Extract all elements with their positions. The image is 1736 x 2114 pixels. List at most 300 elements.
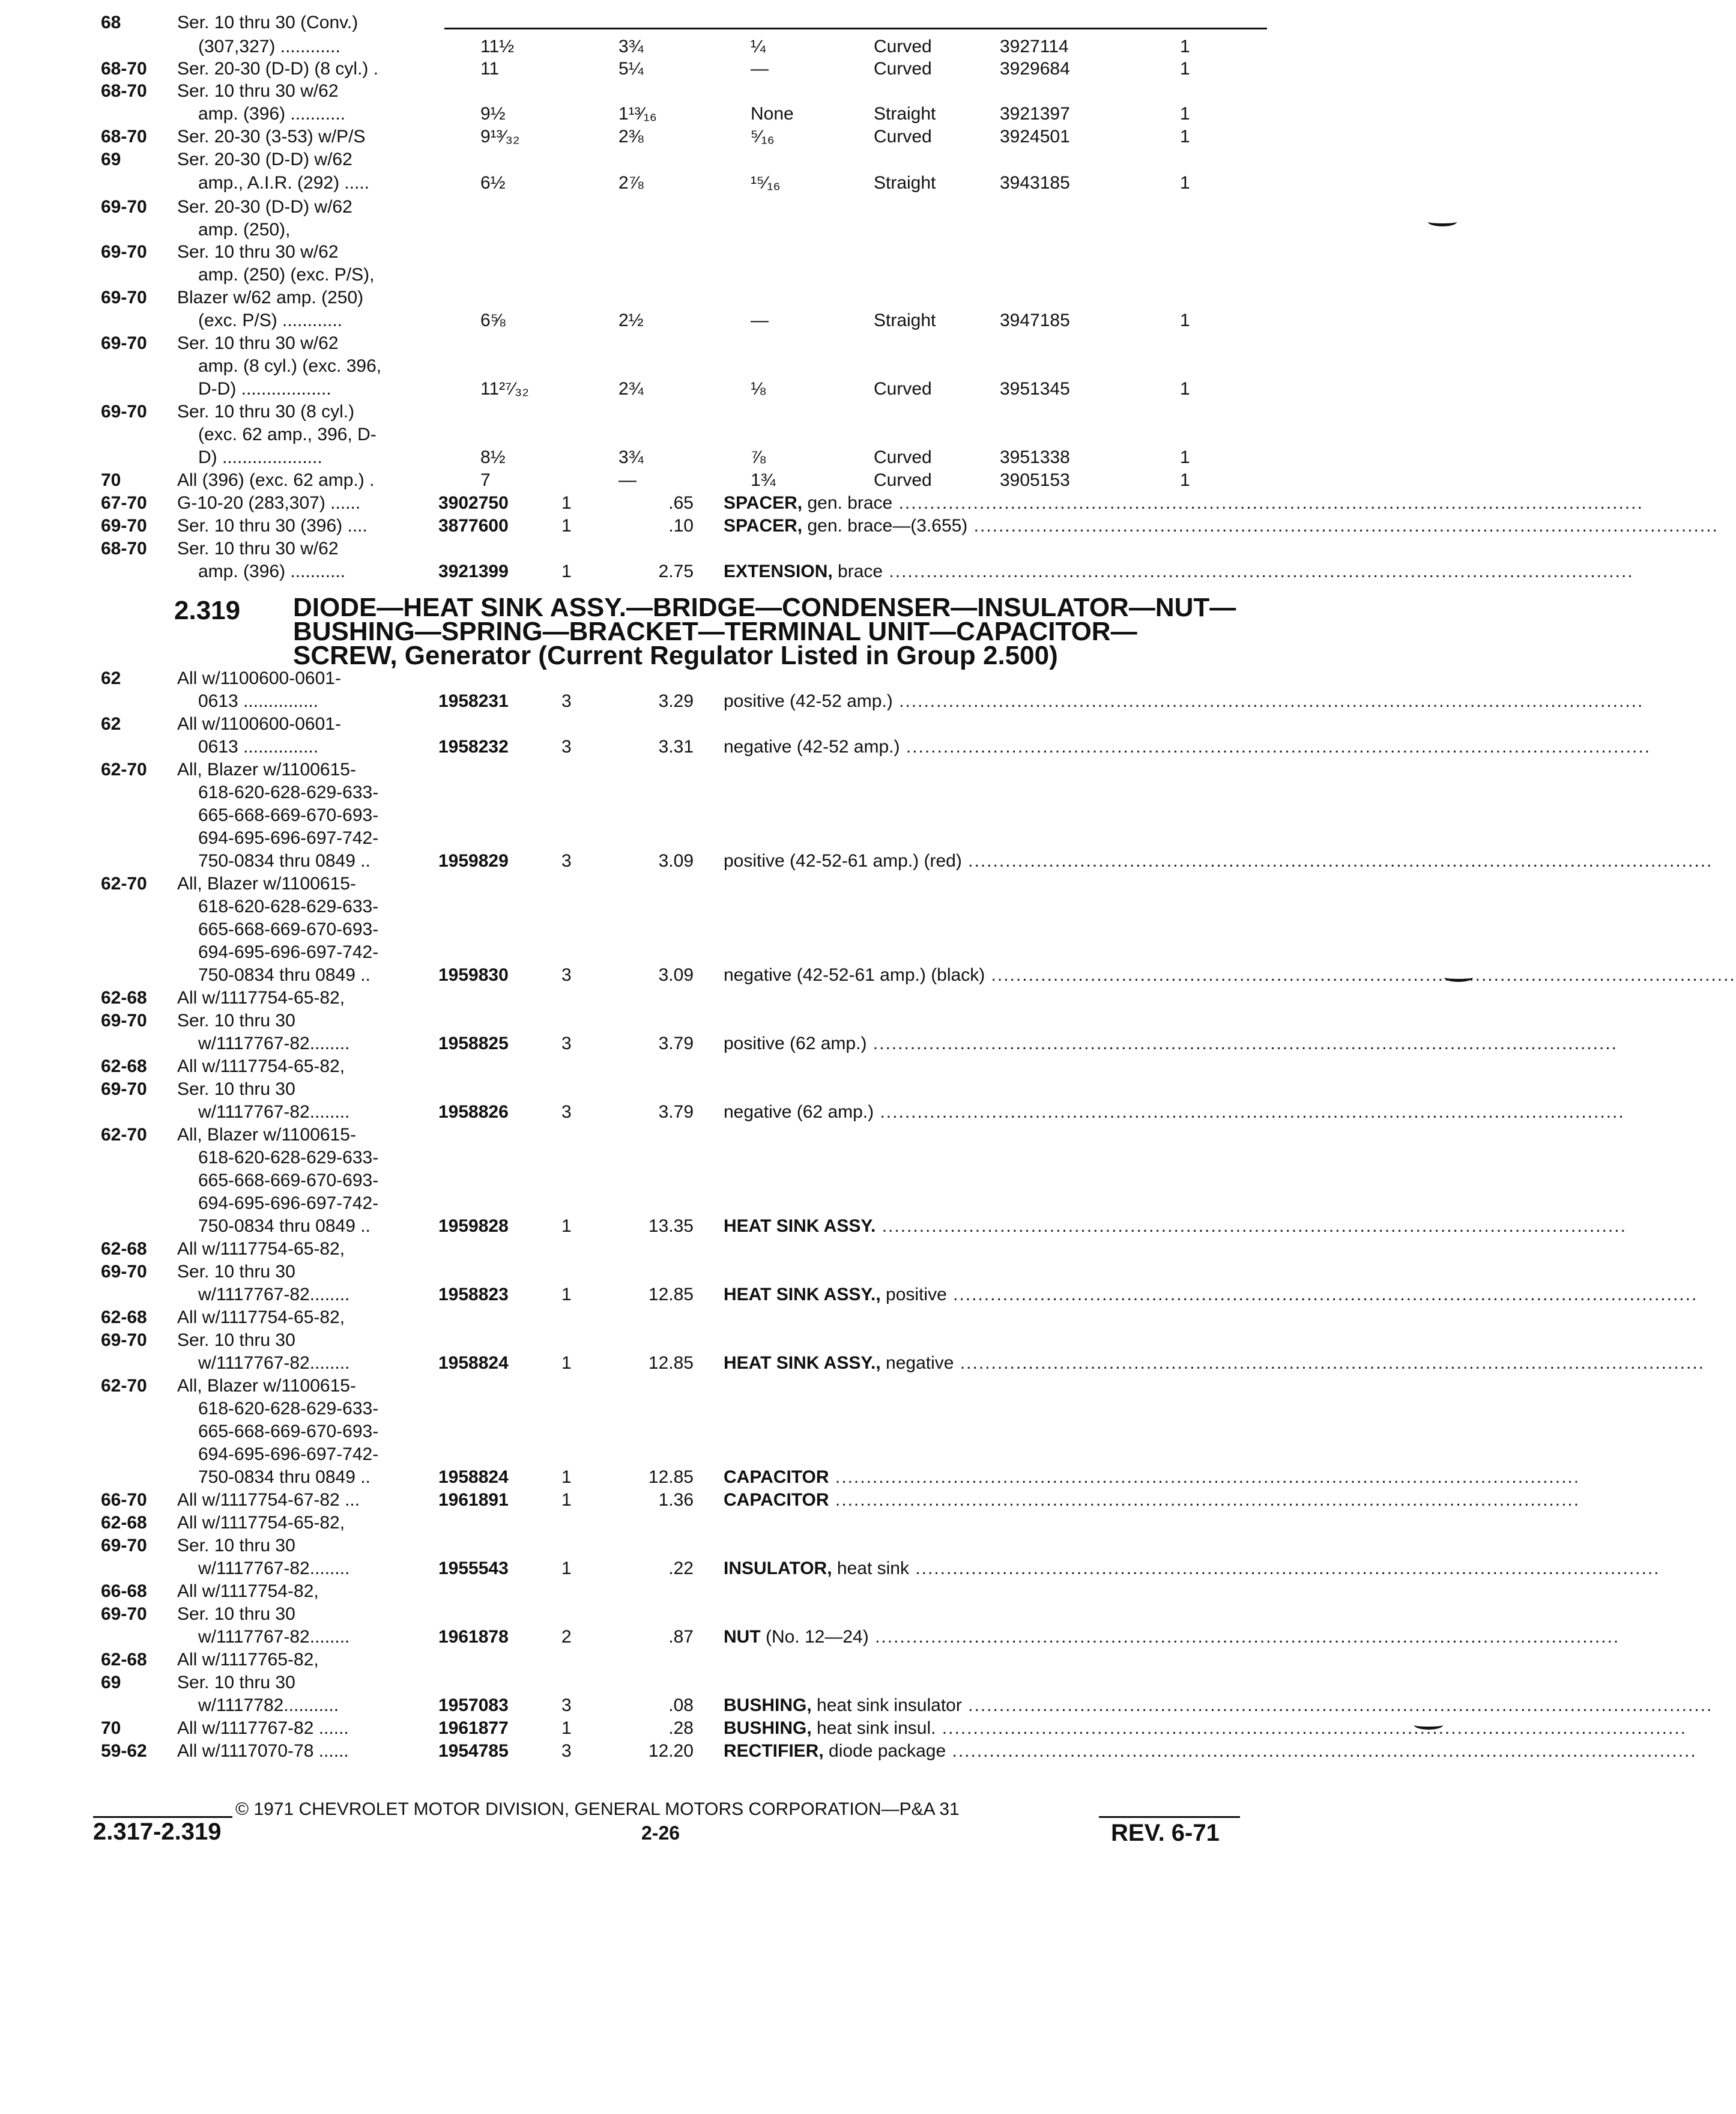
model-year: 62-68 [101, 1239, 147, 1259]
quantity: 1 [561, 1558, 572, 1578]
table-row [0, 1465, 1580, 1489]
dimension-a: 3¾ [618, 37, 644, 56]
model-year: 69-70 [101, 1536, 147, 1555]
table-row [0, 354, 1518, 378]
part-description [724, 1032, 1618, 1056]
part-number: 3927114 [1000, 37, 1069, 56]
table-row [0, 918, 1518, 942]
price: 1.36 [658, 1490, 694, 1510]
leader-dots: ........................................................................................................................ [909, 1558, 1660, 1578]
application-text: w/1117767-82........ [198, 1034, 350, 1053]
table-row [0, 1534, 1518, 1558]
part-name: INSULATOR, [724, 1558, 832, 1578]
part-name: CAPACITOR [724, 1490, 829, 1510]
part-name: RECTIFIER, [724, 1741, 824, 1761]
part-description [724, 1465, 1580, 1489]
dimension-b: ¼ [751, 37, 766, 56]
part-description [724, 1100, 1625, 1124]
part-number: 1959830 [438, 965, 509, 985]
part-detail: positive [880, 1285, 947, 1304]
application-text: 665-668-669-670-693- [198, 919, 379, 939]
price: .28 [668, 1718, 694, 1738]
part-description [724, 1716, 1687, 1740]
quantity: 3 [561, 691, 572, 711]
application-text: All w/1117754-82, [177, 1581, 319, 1601]
model-year: 69-70 [101, 242, 147, 262]
model-year: 69 [101, 150, 121, 169]
application-text: Ser. 10 thru 30 [177, 1330, 295, 1350]
application-text: 694-695-696-697-742- [198, 828, 379, 848]
model-year: 69-70 [101, 1011, 147, 1031]
length-value: 6⅝ [480, 310, 506, 330]
price: 2.75 [658, 562, 694, 581]
table-row [0, 1237, 1518, 1261]
dimension-a: 5¼ [618, 59, 644, 79]
leader-dots: ........................................................................................................................ [967, 516, 1719, 536]
length-value: 6½ [480, 173, 506, 193]
application-text: amp. (8 cyl.) (exc. 396, [198, 356, 382, 376]
table-row [0, 57, 1518, 81]
application-text: D-D) .................. [198, 379, 331, 399]
part-description [724, 1739, 1697, 1763]
table-row [0, 1671, 1518, 1695]
table-row [0, 712, 1518, 736]
application-text: All w/1117754-65-82, [177, 1307, 345, 1327]
part-detail: diode package [823, 1741, 946, 1761]
part-description [724, 1625, 1620, 1649]
dimension-a: — [618, 470, 637, 490]
dimension-a: 2¾ [618, 379, 644, 399]
model-year: 68-70 [101, 81, 147, 101]
part-description [724, 1488, 1580, 1512]
application-text: Ser. 20-30 (D-D) (8 cyl.) . [177, 59, 379, 79]
application-text: 618-620-628-629-633- [198, 1148, 379, 1168]
part-detail: positive (62 amp.) [724, 1034, 867, 1053]
model-year: 68-70 [101, 59, 147, 79]
price: 3.79 [658, 1102, 694, 1122]
table-row [0, 240, 1518, 264]
dimension-b: — [751, 310, 769, 330]
part-number: 1958231 [438, 691, 509, 711]
application-text: amp. (250), [198, 220, 291, 240]
part-number: 1961891 [438, 1490, 509, 1510]
part-number: 1954785 [438, 1741, 509, 1761]
table-row [0, 1602, 1518, 1626]
part-detail: heat sink [832, 1558, 909, 1578]
dimension-a: 2½ [618, 310, 644, 330]
application-text: 618-620-628-629-633- [198, 897, 379, 916]
application-text: Ser. 10 thru 30 [177, 1011, 295, 1031]
table-row [0, 986, 1518, 1010]
part-name: NUT [724, 1627, 761, 1647]
part-number: 1958824 [438, 1353, 509, 1373]
part-number: 3902750 [438, 493, 509, 513]
shape: Curved [874, 59, 932, 79]
application-text: Ser. 10 thru 30 w/62 [177, 539, 339, 559]
model-year: 69-70 [101, 1262, 147, 1282]
table-row [0, 309, 1518, 333]
part-number: 1958824 [438, 1467, 509, 1487]
table-row [0, 1443, 1518, 1467]
dimension-a: 1¹³⁄₁₆ [618, 104, 657, 124]
application-text: 750-0834 thru 0849 .. [198, 1216, 370, 1236]
model-year: 62-70 [101, 1376, 147, 1396]
model-year: 62-68 [101, 1056, 147, 1076]
application-text: 750-0834 thru 0849 .. [198, 1467, 370, 1487]
table-row [0, 1420, 1518, 1444]
shape: Curved [874, 37, 932, 56]
shape: Curved [874, 470, 932, 490]
table-row [0, 491, 1644, 515]
quantity: 2 [561, 1627, 572, 1647]
part-detail: brace [832, 562, 883, 581]
length-value: 11½ [480, 37, 515, 56]
quantity: 1 [561, 1216, 572, 1236]
model-year: 62-70 [101, 1125, 147, 1145]
application-text: w/1117767-82........ [198, 1627, 350, 1647]
table-row [0, 1625, 1620, 1649]
model-year: 62 [101, 668, 121, 688]
punch-mark [1414, 1721, 1443, 1730]
leader-dots: ........................................................................................................................ [868, 1627, 1620, 1647]
application-text: Ser. 10 thru 30 w/62 [177, 333, 339, 353]
table-row [0, 895, 1518, 919]
leader-dots: ........................................................................................................................ [892, 493, 1644, 513]
model-year: 62-70 [101, 760, 147, 780]
price: .22 [668, 1558, 694, 1578]
table-row [0, 940, 1518, 965]
table-row [0, 1511, 1518, 1535]
leader-dots: ........................................................................................................................ [985, 965, 1736, 985]
dimension-b: 1¾ [751, 470, 776, 490]
quantity: 1 [1180, 37, 1190, 56]
price: .87 [668, 1627, 694, 1647]
quantity: 1 [1180, 173, 1190, 193]
application-text: All w/1100600-0601- [177, 714, 341, 734]
model-year: 69-70 [101, 197, 147, 217]
dimension-a: 3¾ [618, 447, 644, 467]
model-year: 70 [101, 1718, 121, 1738]
quantity: 1 [561, 1490, 572, 1510]
application-text: Ser. 10 thru 30 [177, 1536, 295, 1555]
length-value: 11 [480, 59, 500, 79]
quantity: 3 [561, 1695, 572, 1715]
quantity: 1 [561, 1353, 572, 1373]
application-text: Blazer w/62 amp. (250) [177, 288, 364, 307]
part-name: EXTENSION, [724, 562, 833, 581]
price: .10 [668, 516, 694, 536]
section-title-line: BUSHING—SPRING—BRACKET—TERMINAL UNIT—CAPACITOR— [293, 617, 1137, 646]
application-text: All, Blazer w/1100615- [177, 874, 356, 894]
leader-dots: ........................................................................................................................ [874, 1102, 1625, 1122]
length-value: 7 [480, 470, 491, 490]
dimension-b: ⅛ [751, 379, 766, 399]
leader-dots: ........................................................................................................................ [883, 562, 1634, 581]
model-year: 59-62 [101, 1741, 147, 1761]
quantity: 1 [561, 1718, 572, 1738]
leader-dots: ........................................................................................................................ [892, 691, 1644, 711]
model-year: 62-68 [101, 1513, 147, 1533]
application-text: (exc. 62 amp., 396, D- [198, 425, 377, 444]
leader-dots: ........................................................................................................................ [961, 851, 1713, 871]
table-row [0, 804, 1518, 828]
leader-dots: ........................................................................................................................ [936, 1718, 1687, 1738]
dimension-b: ⅞ [751, 447, 766, 467]
application-text: (exc. P/S) ............ [198, 310, 343, 330]
part-detail: (No. 12—24) [760, 1627, 869, 1647]
shape: Straight [874, 310, 936, 330]
application-text: Ser. 10 thru 30 w/62 [177, 242, 339, 262]
model-year: 66-68 [101, 1581, 147, 1601]
table-row [0, 468, 1518, 492]
length-value: 9½ [480, 104, 506, 124]
model-year: 62-68 [101, 1650, 147, 1670]
model-year: 62-68 [101, 1307, 147, 1327]
part-number: 1958823 [438, 1285, 509, 1304]
application-text: All, Blazer w/1100615- [177, 1376, 356, 1396]
application-text: All (396) (exc. 62 amp.) . [177, 470, 375, 490]
part-detail: gen. brace [802, 493, 893, 513]
application-text: w/1117767-82........ [198, 1353, 350, 1373]
price: 13.35 [648, 1216, 694, 1236]
table-row [0, 1146, 1518, 1170]
quantity: 3 [561, 1034, 572, 1053]
model-year: 62 [101, 714, 121, 734]
application-text: Ser. 10 thru 30 w/62 [177, 81, 339, 101]
table-row [0, 1374, 1518, 1398]
model-year: 69-70 [101, 516, 147, 536]
table-row [0, 1694, 1713, 1718]
part-name: HEAT SINK ASSY., [724, 1353, 881, 1373]
price: .08 [668, 1695, 694, 1715]
section-title [293, 593, 1254, 670]
group-range: 2.317-2.319 [93, 1819, 222, 1845]
model-year: 67-70 [101, 493, 147, 513]
quantity: 3 [561, 1741, 572, 1761]
model-year: 68-70 [101, 127, 147, 147]
table-row [0, 1306, 1518, 1330]
application-text: All w/1117754-65-82, [177, 1239, 345, 1259]
table-row [0, 667, 1518, 691]
part-number: 1959829 [438, 851, 509, 871]
table-row [0, 963, 1736, 987]
model-year: 69-70 [101, 333, 147, 353]
punch-mark [1444, 973, 1473, 982]
model-year: 68-70 [101, 539, 147, 559]
application-text: G-10-20 (283,307) ...... [177, 493, 361, 513]
model-year: 70 [101, 470, 121, 490]
price: 3.31 [658, 737, 694, 757]
table-row [0, 537, 1518, 561]
application-text: 750-0834 thru 0849 .. [198, 851, 370, 871]
part-detail: negative [880, 1353, 954, 1373]
quantity: 1 [561, 562, 572, 581]
application-text: 665-668-669-670-693- [198, 805, 379, 825]
table-row [0, 1123, 1518, 1147]
table-row [0, 781, 1518, 805]
part-number: 3905153 [1000, 470, 1070, 490]
dimension-b: — [751, 59, 769, 79]
section-title-line: SCREW, Generator (Current Regulator Listed in Group 2.500) [293, 641, 1058, 670]
table-row [0, 423, 1518, 447]
part-number: 3877600 [438, 516, 509, 536]
length-value: 11²⁷⁄₃₂ [480, 379, 529, 399]
table-row [0, 1169, 1518, 1193]
part-description [724, 491, 1644, 515]
quantity: 1 [1180, 470, 1190, 490]
part-name: BUSHING, [724, 1718, 812, 1738]
shape: Straight [874, 173, 936, 193]
shape: Straight [874, 104, 936, 124]
application-text: 694-695-696-697-742- [198, 942, 379, 962]
leader-dots: ........................................................................................................................ [829, 1490, 1580, 1510]
application-text: amp., A.I.R. (292) ..... [198, 173, 370, 193]
part-number: 3947185 [1000, 310, 1070, 330]
footer-rule-right [1099, 1816, 1240, 1818]
application-text: w/1117782........... [198, 1695, 339, 1715]
leader-dots: ........................................................................................................................ [900, 737, 1651, 757]
table-row [0, 872, 1518, 896]
table-row [0, 171, 1518, 195]
application-text: w/1117767-82........ [198, 1558, 350, 1578]
table-row [0, 514, 1719, 538]
part-description [724, 1557, 1660, 1581]
length-value: 9¹³⁄₃₂ [480, 127, 520, 147]
quantity: 1 [561, 1285, 572, 1304]
part-detail: positive (42-52 amp.) [724, 691, 893, 711]
part-number: 1958232 [438, 737, 509, 757]
application-text: All, Blazer w/1100615- [177, 1125, 356, 1145]
application-text: amp. (396) ........... [198, 104, 346, 124]
quantity: 1 [1180, 104, 1190, 124]
application-text: Ser. 20-30 (3-53) w/P/S [177, 127, 366, 147]
application-text: (307,327) ............ [198, 37, 340, 56]
table-row [0, 1397, 1518, 1421]
table-row [0, 332, 1518, 356]
part-number: 3921397 [1000, 104, 1070, 124]
punch-mark [1428, 217, 1457, 226]
table-row [0, 11, 1518, 35]
table-row [0, 1009, 1518, 1033]
table-row [0, 826, 1518, 850]
part-description [724, 560, 1634, 584]
part-detail: heat sink insulator [811, 1695, 962, 1715]
quantity: 1 [1180, 310, 1190, 330]
leader-dots: ........................................................................................................................ [876, 1216, 1627, 1236]
table-row [0, 1579, 1518, 1604]
part-number: 3924501 [1000, 127, 1070, 147]
model-year: 69-70 [101, 1330, 147, 1350]
quantity: 3 [561, 737, 572, 757]
table-row [0, 758, 1518, 782]
part-number: 1955543 [438, 1558, 509, 1578]
part-description [724, 1694, 1713, 1718]
table-row [0, 102, 1518, 126]
dimension-b: None [751, 104, 794, 124]
application-text: amp. (250) (exc. P/S), [198, 265, 375, 285]
table-row [0, 735, 1651, 759]
table-row [0, 263, 1518, 287]
dimension-b: ⁵⁄₁₆ [751, 127, 775, 147]
price: 12.85 [648, 1285, 694, 1304]
model-year: 69 [101, 1673, 121, 1692]
table-row [0, 1557, 1660, 1581]
quantity: 1 [1180, 447, 1190, 467]
application-text: Ser. 10 thru 30 (8 cyl.) [177, 402, 355, 422]
part-detail: positive (42-52-61 amp.) (red) [724, 851, 962, 871]
shape: Curved [874, 447, 932, 467]
section-number: 2.319 [174, 596, 241, 625]
application-text: Ser. 10 thru 30 (396) .... [177, 516, 367, 536]
part-description [724, 1283, 1698, 1307]
page-number: 2-26 [641, 1822, 680, 1844]
part-description [724, 735, 1651, 759]
application-text: All w/1117754-67-82 ... [177, 1490, 360, 1510]
table-row [0, 689, 1644, 713]
price: .65 [668, 493, 694, 513]
application-text: 665-668-669-670-693- [198, 1171, 379, 1190]
part-description [724, 849, 1713, 873]
quantity: 1 [1180, 379, 1190, 399]
part-number: 3921399 [438, 562, 509, 581]
part-description [724, 514, 1719, 538]
quantity: 3 [561, 1102, 572, 1122]
section-title-line: DIODE—HEAT SINK ASSY.—BRIDGE—CONDENSER—INSULATOR—NUT— [293, 593, 1236, 622]
part-description [724, 1351, 1705, 1375]
price: 3.09 [658, 965, 694, 985]
model-year: 62-70 [101, 874, 147, 894]
part-number: 3929684 [1000, 59, 1070, 79]
application-text: 0613 ............... [198, 737, 319, 757]
application-text: All w/1117767-82 ...... [177, 1718, 349, 1738]
application-text: 750-0834 thru 0849 .. [198, 965, 370, 985]
table-row [0, 400, 1518, 424]
part-detail: negative (62 amp.) [724, 1102, 874, 1122]
model-year: 69-70 [101, 1604, 147, 1624]
shape: Curved [874, 379, 932, 399]
part-name: SPACER, [724, 493, 803, 513]
table-row [0, 560, 1634, 584]
model-year: 66-70 [101, 1490, 147, 1510]
application-text: All w/1117754-65-82, [177, 1056, 345, 1076]
table-row [0, 1328, 1518, 1352]
application-text: 618-620-628-629-633- [198, 1399, 379, 1419]
application-text: w/1117767-82........ [198, 1285, 350, 1304]
part-name: BUSHING, [724, 1695, 812, 1715]
revision-label: REV. 6-71 [1111, 1820, 1220, 1846]
quantity: 3 [561, 851, 572, 871]
table-row [0, 1260, 1518, 1284]
application-text: Ser. 20-30 (D-D) w/62 [177, 197, 352, 217]
model-year: 69-70 [101, 1079, 147, 1099]
table-row [0, 125, 1518, 149]
dimension-a: 2⅞ [618, 173, 644, 193]
table-row [0, 1055, 1518, 1079]
part-number: 3943185 [1000, 173, 1070, 193]
price: 3.29 [658, 691, 694, 711]
leader-dots: ........................................................................................................................ [946, 1285, 1698, 1304]
table-row [0, 1283, 1698, 1307]
application-text: amp. (396) ........... [198, 562, 346, 581]
part-number: 1961878 [438, 1627, 509, 1647]
table-row [0, 1648, 1518, 1672]
application-text: Ser. 20-30 (D-D) w/62 [177, 150, 352, 169]
table-row [0, 148, 1518, 172]
table-row [0, 79, 1518, 103]
application-text: Ser. 10 thru 30 [177, 1079, 295, 1099]
leader-dots: ........................................................................................................................ [829, 1467, 1580, 1487]
application-text: 618-620-628-629-633- [198, 783, 379, 802]
